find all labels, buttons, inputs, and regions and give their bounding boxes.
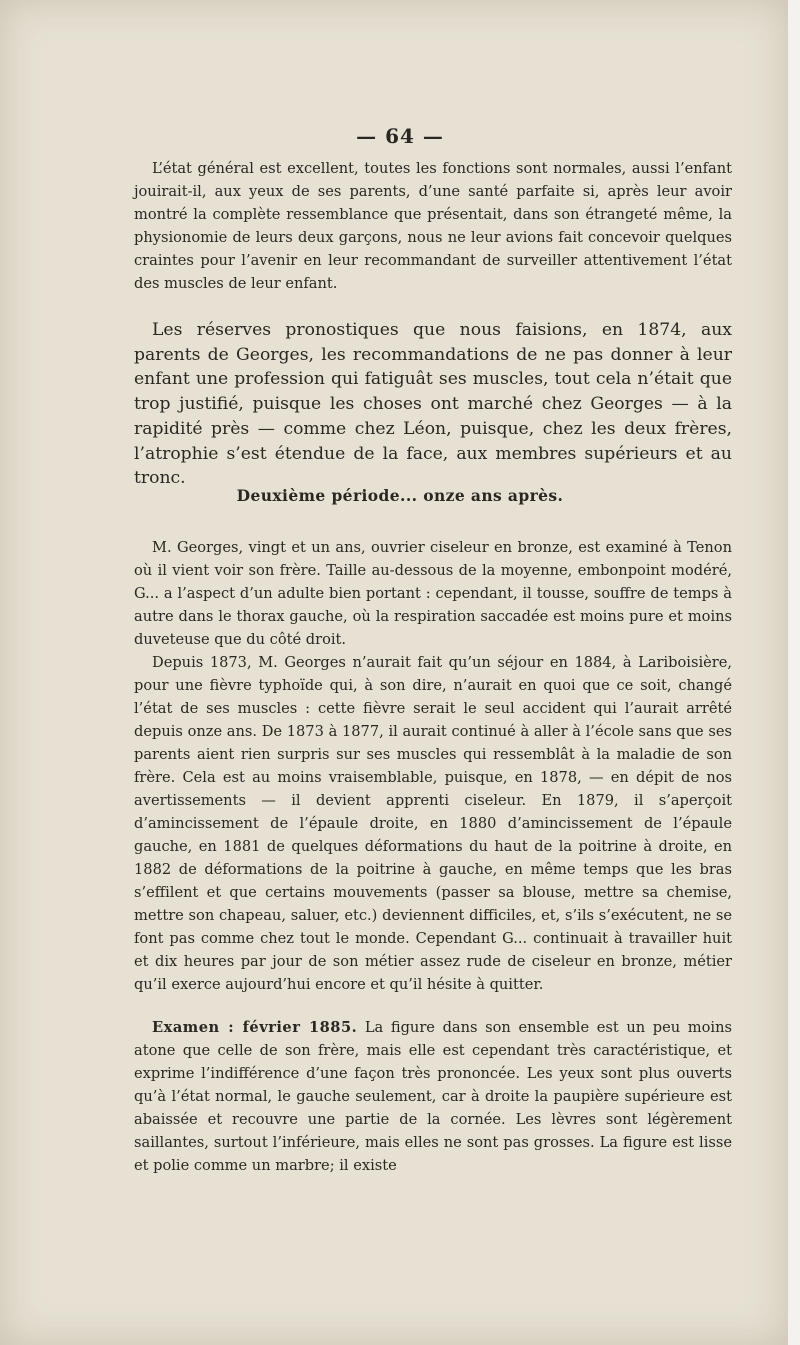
- paragraph-1: L’état général est excellent, toutes les fonctions sont normales, aussi l’enfant jouirait-il, aux yeux de ses parents, d’une santé parfaite si, après leur avoir montré la complète ressemblance que présentait, dans son étrangeté même, la physionomie de leurs deux garçons, nous ne leur avions fait concevoir quelques craintes pour l’avenir en leur recommandant de surveiller attentivement l’état des muscles de leur enfant.: [134, 160, 732, 292]
- paragraph-3-block: [134, 536, 732, 996]
- paragraph-4: Depuis 1873, M. Georges n’aurait fait qu’un séjour en 1884, à Lariboisière, pour une fièvre typhoïde qui, à son dire, n’aurait en quoi que ce soit, changé l’état de ses muscles : cette fièvre serait le seul accident qui l’aurait arrêté depuis onze ans. De 1873 à 1877, il aurait continué à aller à l’école sans que ses parents aient rien surpris sur ses muscles qui ressemblât à la maladie de son frère. Cela est au moins vraisemblable, puisque, en 1878, — en dépit de nos avertissements — il devient apprenti ciseleur. En 1879, il s’aperçoit d’amincissement de l’épaule droite, en 1880 d’amincissement de l’épaule gauche, en 1881 de quelques déformations du haut de la poitrine à droite, en 1882 de déformations de la poitrine à gauche, en même temps que les bras s’effilent et que certains mouvements (passer sa blouse, mettre sa chemise, mettre son chapeau, saluer, etc.) deviennent difficiles, et, s’ils s’exécutent, ne se font pas comme chez tout le monde. Cependant G... continuait à travailler huit et dix heures par jour de son métier assez rude de ciseleur en bronze, métier qu’il exerce aujourd’hui encore et qu’il hésite à quitter.: [134, 654, 732, 993]
- paragraph-2-block: [134, 318, 732, 491]
- paragraph-3: M. Georges, vingt et un ans, ouvrier ciseleur en bronze, est examiné à Tenon où il vient voir son frère. Taille au-dessous de la moyenne, embonpoint modéré, G... a l’aspect d’un adulte bien portant : cependant, il tousse, souffre de temps à autre dans le thorax gauche, où la respiration saccadée est moins pure et moins duveteuse que du côté droit.: [134, 539, 732, 648]
- paragraph-5-block: [134, 1016, 732, 1177]
- exam-lead: Examen : février 1885.: [152, 1019, 358, 1036]
- page-edge: [788, 0, 800, 1345]
- page-number: — 64 —: [356, 124, 444, 148]
- paragraph-5: La figure dans son ensemble est un peu moins atone que celle de son frère, mais elle est cependant très caractéristique, et exprime l’indifférence d’une façon très prononcée. Les yeux sont plus ouverts qu’à l’état normal, le gauche seulement, car à droite la paupière supérieure est abaissée et recouvre une partie de la cornée. Les lèvres sont légèrement saillantes, surtout l’inférieure, mais elles ne sont pas grosses. La figure est lisse et polie comme un marbre; il existe: [134, 1019, 732, 1174]
- section-heading: Deuxième période... onze ans après.: [236, 486, 564, 505]
- paragraph-2: Les réserves pronostiques que nous faisions, en 1874, aux parents de Georges, les recommandations de ne pas donner à leur enfant une profession qui fatiguât ses muscles, tout cela n’était que trop justifié, puisque les choses ont marché chez Georges — à la rapidité près — comme chez Léon, puisque, chez les deux frères, l’atrophie s’est étendue de la face, aux membres supérieurs et au tronc.: [134, 320, 732, 489]
- paragraph-1-block: [134, 157, 732, 295]
